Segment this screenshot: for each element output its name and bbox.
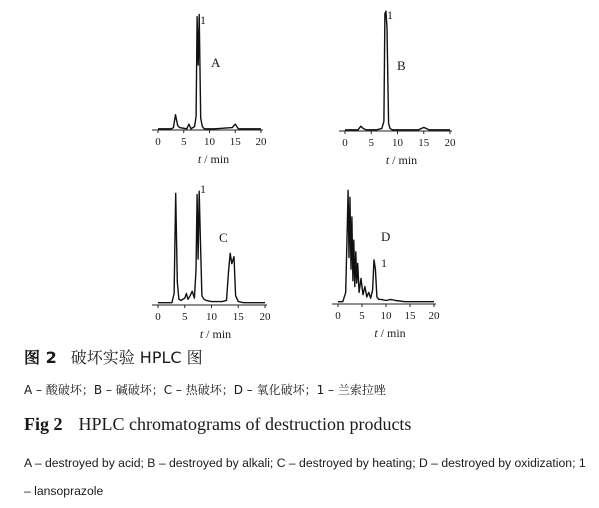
peak-label-lansoprazole: 1 bbox=[200, 13, 206, 27]
panel-letter-b: B bbox=[397, 58, 406, 73]
peak-label-lansoprazole: 1 bbox=[381, 256, 387, 270]
chart-panel-a bbox=[152, 13, 267, 166]
x-axis-title: t / min bbox=[385, 153, 418, 167]
figure-title-cn: 破坏实验 HPLC 图 bbox=[70, 348, 203, 367]
x-tick-label: 10 bbox=[380, 310, 392, 322]
x-tick-label: 10 bbox=[206, 311, 217, 323]
x-tick-label: 15 bbox=[229, 136, 241, 148]
x-tick-label: 10 bbox=[204, 136, 215, 148]
x-tick-label: 20 bbox=[428, 310, 440, 322]
chart-panel-c bbox=[152, 182, 271, 341]
x-tick-label: 20 bbox=[259, 311, 271, 323]
figure-title-en: HPLC chromatograms of destruction products bbox=[78, 414, 412, 434]
panel-letter-d: D bbox=[381, 229, 391, 244]
peak-label-lansoprazole: 1 bbox=[387, 8, 393, 22]
x-tick-label: 15 bbox=[404, 310, 416, 322]
x-tick-label: 0 bbox=[335, 310, 341, 322]
x-tick-label: 10 bbox=[392, 137, 403, 149]
figure-legend-cn: A – 酸破坏；B – 碱破坏；C – 热破坏；D – 氧化破坏；1 – 兰索拉唑 bbox=[24, 383, 386, 397]
x-tick-label: 5 bbox=[181, 136, 187, 148]
figure-caption-en bbox=[24, 414, 593, 435]
x-tick-label: 20 bbox=[444, 137, 456, 149]
x-tick-label: 0 bbox=[155, 136, 161, 148]
x-tick-label: 15 bbox=[232, 311, 244, 323]
panel-letter-c: C bbox=[219, 230, 228, 245]
chromatogram-trace-d bbox=[338, 190, 434, 301]
x-tick-label: 15 bbox=[418, 137, 430, 149]
x-axis-title: t / min bbox=[374, 326, 406, 340]
chromatogram-trace-a bbox=[158, 14, 261, 128]
figure-number-cn: 图 2 bbox=[24, 348, 57, 367]
x-tick-label: 0 bbox=[342, 137, 348, 149]
peak-label-lansoprazole: 1 bbox=[200, 182, 206, 196]
x-tick-label: 5 bbox=[368, 137, 374, 149]
chart-panel-d bbox=[332, 190, 440, 340]
chart-panel-b bbox=[339, 8, 456, 167]
panel-letter-a: A bbox=[211, 55, 221, 70]
x-tick-label: 0 bbox=[155, 311, 161, 323]
figure-number-en: Fig 2 bbox=[24, 414, 63, 434]
chromatogram-trace-c bbox=[158, 191, 265, 303]
figure-caption-cn bbox=[24, 345, 593, 368]
figure-legend-en: A – destroyed by acid; B – destroyed by alkali; C – destroyed by heating; D – destroyed by oxidization; 1 – lansoprazole bbox=[24, 456, 586, 498]
x-tick-label: 5 bbox=[359, 310, 365, 322]
x-axis-title: t / min bbox=[199, 327, 232, 341]
x-tick-label: 5 bbox=[182, 311, 188, 323]
x-axis-title: t / min bbox=[197, 152, 230, 166]
x-tick-label: 20 bbox=[255, 136, 267, 148]
